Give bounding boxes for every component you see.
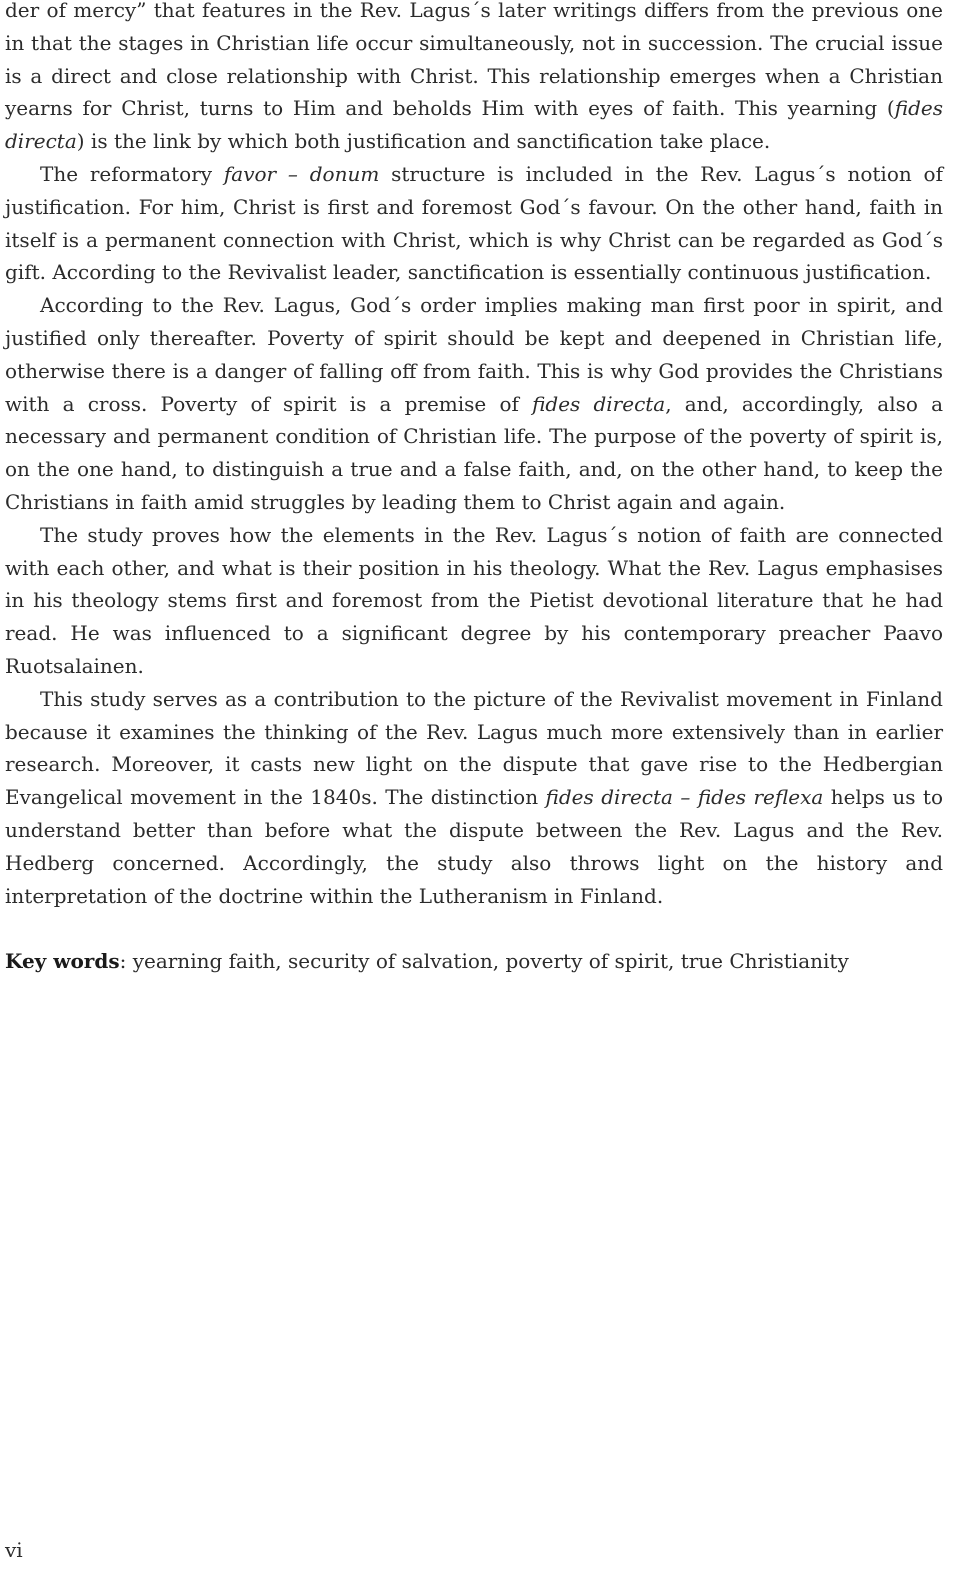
paragraph-5	[5, 683, 943, 913]
keywords-line	[5, 945, 943, 978]
keywords-label: Key words	[5, 949, 120, 974]
text-run: , and, accordingly, also a necessary and permanent condition of Christian life. The purpose of the poverty of spirit is, on the one hand, to distinguish a true and a false faith, and, on the other hand, to keep the Christians in faith amid struggles by leading them to Christ again and again.	[5, 391, 943, 514]
text-run: helps us to understand better than before what the dispute between the Rev. Lagus and the Rev. Hedberg concerned. Accordingly, the study also throws light on the history and interpretation of the doctrine within the Lutheranism in Finland.	[5, 785, 943, 908]
text-run: der of mercy” that features in the Rev. Lagus´s later writings differs from the previous one in that the stages in Christian life occur simultaneously, not in succession. The crucial issue is a direct and close relationship with Christ. This relationship emerges when a Christian yearns for Christ, turns to Him and beholds Him with eyes of faith. This yearning (	[5, 0, 943, 121]
text-run: structure is included in the Rev. Lagus´s notion of justification. For him, Christ is first and foremost God´s favour. On the other hand, faith in itself is a permanent connection with Christ, which is why Christ can be regarded as God´s gift. According to the Revivalist leader, sanctification is essentially continuous justification.	[5, 161, 943, 285]
paragraph-1	[5, 0, 943, 158]
italic-run: fides directa	[532, 391, 666, 416]
paragraph-2	[5, 158, 943, 289]
text-run: According to the Rev. Lagus, God´s order implies making man first poor in spirit, and justified only thereafter. Poverty of spirit should be kept and deepened in Christian life, otherwise there is a danger of falling off from faith. This is why God provides the Christians with a cross. Poverty of spirit is a premise of	[5, 293, 943, 416]
page-number: vi	[5, 1538, 23, 1562]
italic-run: fides directa – fides reflexa	[545, 785, 824, 810]
paragraph-3	[5, 289, 943, 519]
document-body	[5, 0, 943, 978]
keywords-text: : yearning faith, security of salvation, poverty of spirit, true Christianity	[119, 949, 849, 974]
text-run: The reformatory	[40, 161, 224, 186]
paragraph-4	[5, 519, 943, 683]
text-run: This study serves as a contribution to the picture of the Revivalist movement in Finland because it examines the thinking of the Rev. Lagus much more extensively than in earlier research. Moreover, it casts new light on the dispute that gave rise to the Hedbergian Evangelical movement in the 1840s. The distinction	[5, 686, 943, 810]
italic-run: favor – donum	[223, 161, 380, 186]
text-run: ) is the link by which both justification and sanctification take place.	[76, 129, 771, 154]
text-run: The study proves how the elements in the Rev. Lagus´s notion of faith are connected with each other, and what is their position in his theology. What the Rev. Lagus emphasises in his theology stems first and foremost from the Pietist devotional literature that he had read. He was influenced to a significant degree by his contemporary preacher Paavo Ruotsalainen.	[5, 522, 943, 678]
italic-run: fides directa	[5, 96, 943, 154]
